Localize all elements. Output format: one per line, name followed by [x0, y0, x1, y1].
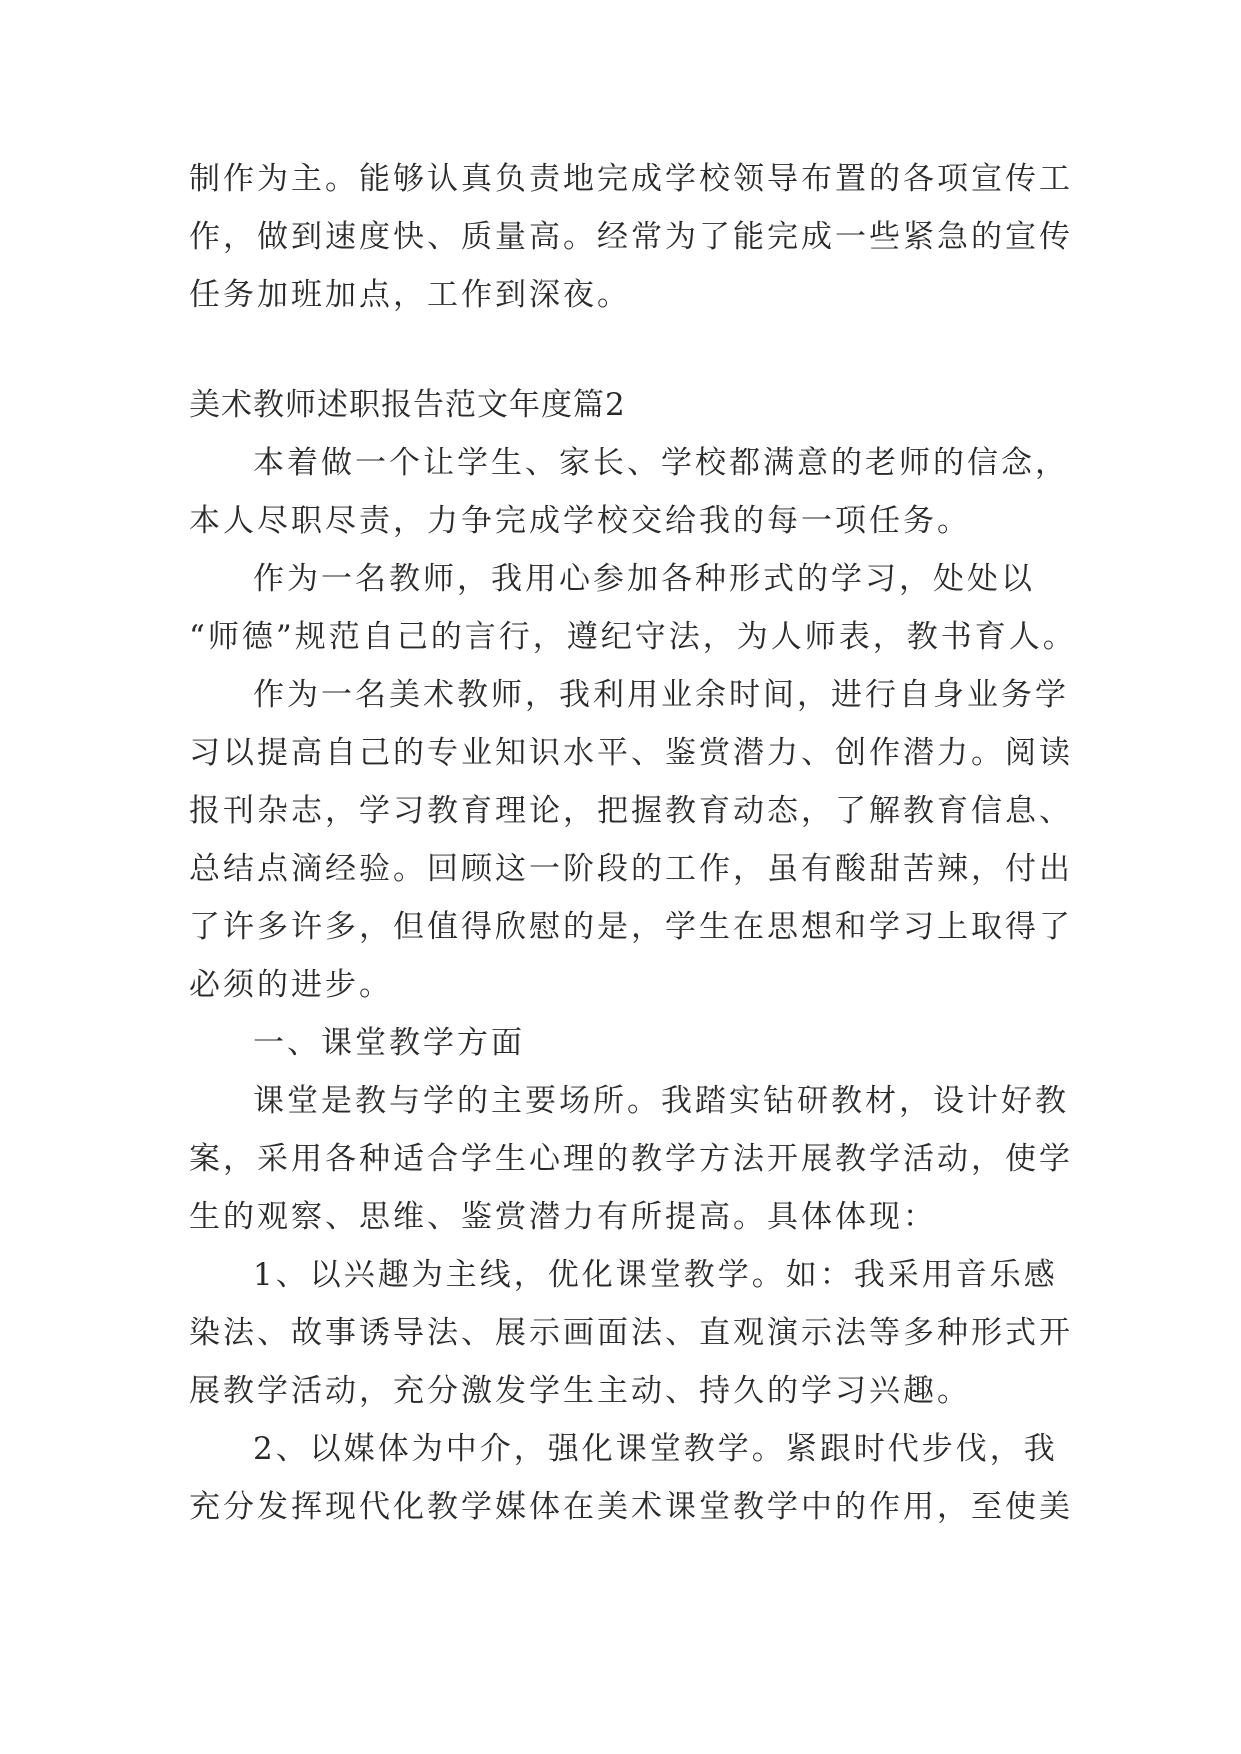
text-line: 制作为主。能够认真负责地完成学校领导布置的各项宣传工 — [189, 161, 1073, 197]
text-line: 本着做一个让学生、家长、学校都满意的老师的信念， — [253, 445, 1069, 481]
text-line: 本人尽职尽责，力争完成学校交给我的每一项任务。 — [189, 503, 971, 539]
text-line: 2、以媒体为中介，强化课堂教学。紧跟时代步伐，我 — [253, 1431, 1058, 1467]
text-line: 染法、故事诱导法、展示画面法、直观演示法等多种形式开 — [189, 1315, 1073, 1351]
text-line: 习以提高自己的专业知识水平、鉴赏潜力、创作潜力。阅读 — [189, 735, 1073, 771]
text-line: 作为一名美术教师，我利用业余时间，进行自身业务学 — [253, 677, 1069, 713]
paragraph-1 — [189, 434, 1069, 550]
text-line: 总结点滴经验。回顾这一阶段的工作，虽有酸甜苦辣，付出 — [189, 851, 1073, 887]
text-line: 生的观察、思维、鉴赏潜力有所提高。具体体现： — [189, 1199, 937, 1235]
section-title: 美术教师述职报告范文年度篇2 — [189, 387, 626, 423]
text-line: 作为一名教师，我用心参加各种形式的学习，处处以 — [253, 561, 1035, 597]
text-line: “师德”规范自己的言行，遵纪守法，为人师表，教书育人。 — [189, 619, 1077, 655]
text-line: 充分发挥现代化教学媒体在美术课堂教学中的作用，至使美 — [189, 1489, 1073, 1525]
text-line: 课堂是教与学的主要场所。我踏实钻研教材，设计好教 — [253, 1083, 1069, 1119]
intro-paragraph — [189, 150, 1073, 324]
document-body — [189, 150, 1077, 1536]
text-line: 报刊杂志，学习教育理论，把握教育动态，了解教育信息、 — [189, 793, 1073, 829]
paragraph-4 — [189, 1072, 1073, 1246]
text-line: 1、以兴趣为主线，优化课堂教学。如：我采用音乐感 — [253, 1257, 1058, 1293]
paragraph-3 — [189, 666, 1073, 1014]
text-line: 作，做到速度快、质量高。经常为了能完成一些紧急的宣传 — [189, 219, 1073, 255]
text-line: 展教学活动，充分激发学生主动、持久的学习兴趣。 — [189, 1373, 971, 1409]
paragraph-2 — [189, 550, 1077, 666]
subheading-classroom-teaching — [189, 1014, 1049, 1072]
paragraph-6 — [189, 1420, 1073, 1536]
text-line: 必须的进步。 — [189, 967, 393, 1003]
text-line: 了许多许多，但值得欣慰的是，学生在思想和学习上取得了 — [189, 909, 1073, 945]
paragraph-gap — [189, 324, 1049, 376]
paragraph-5 — [189, 1246, 1073, 1420]
text-line: 任务加班加点，工作到深夜。 — [189, 277, 631, 313]
text-line: 案，采用各种适合学生心理的教学方法开展教学活动，使学 — [189, 1141, 1073, 1177]
text-line: 一、课堂教学方面 — [253, 1025, 525, 1061]
